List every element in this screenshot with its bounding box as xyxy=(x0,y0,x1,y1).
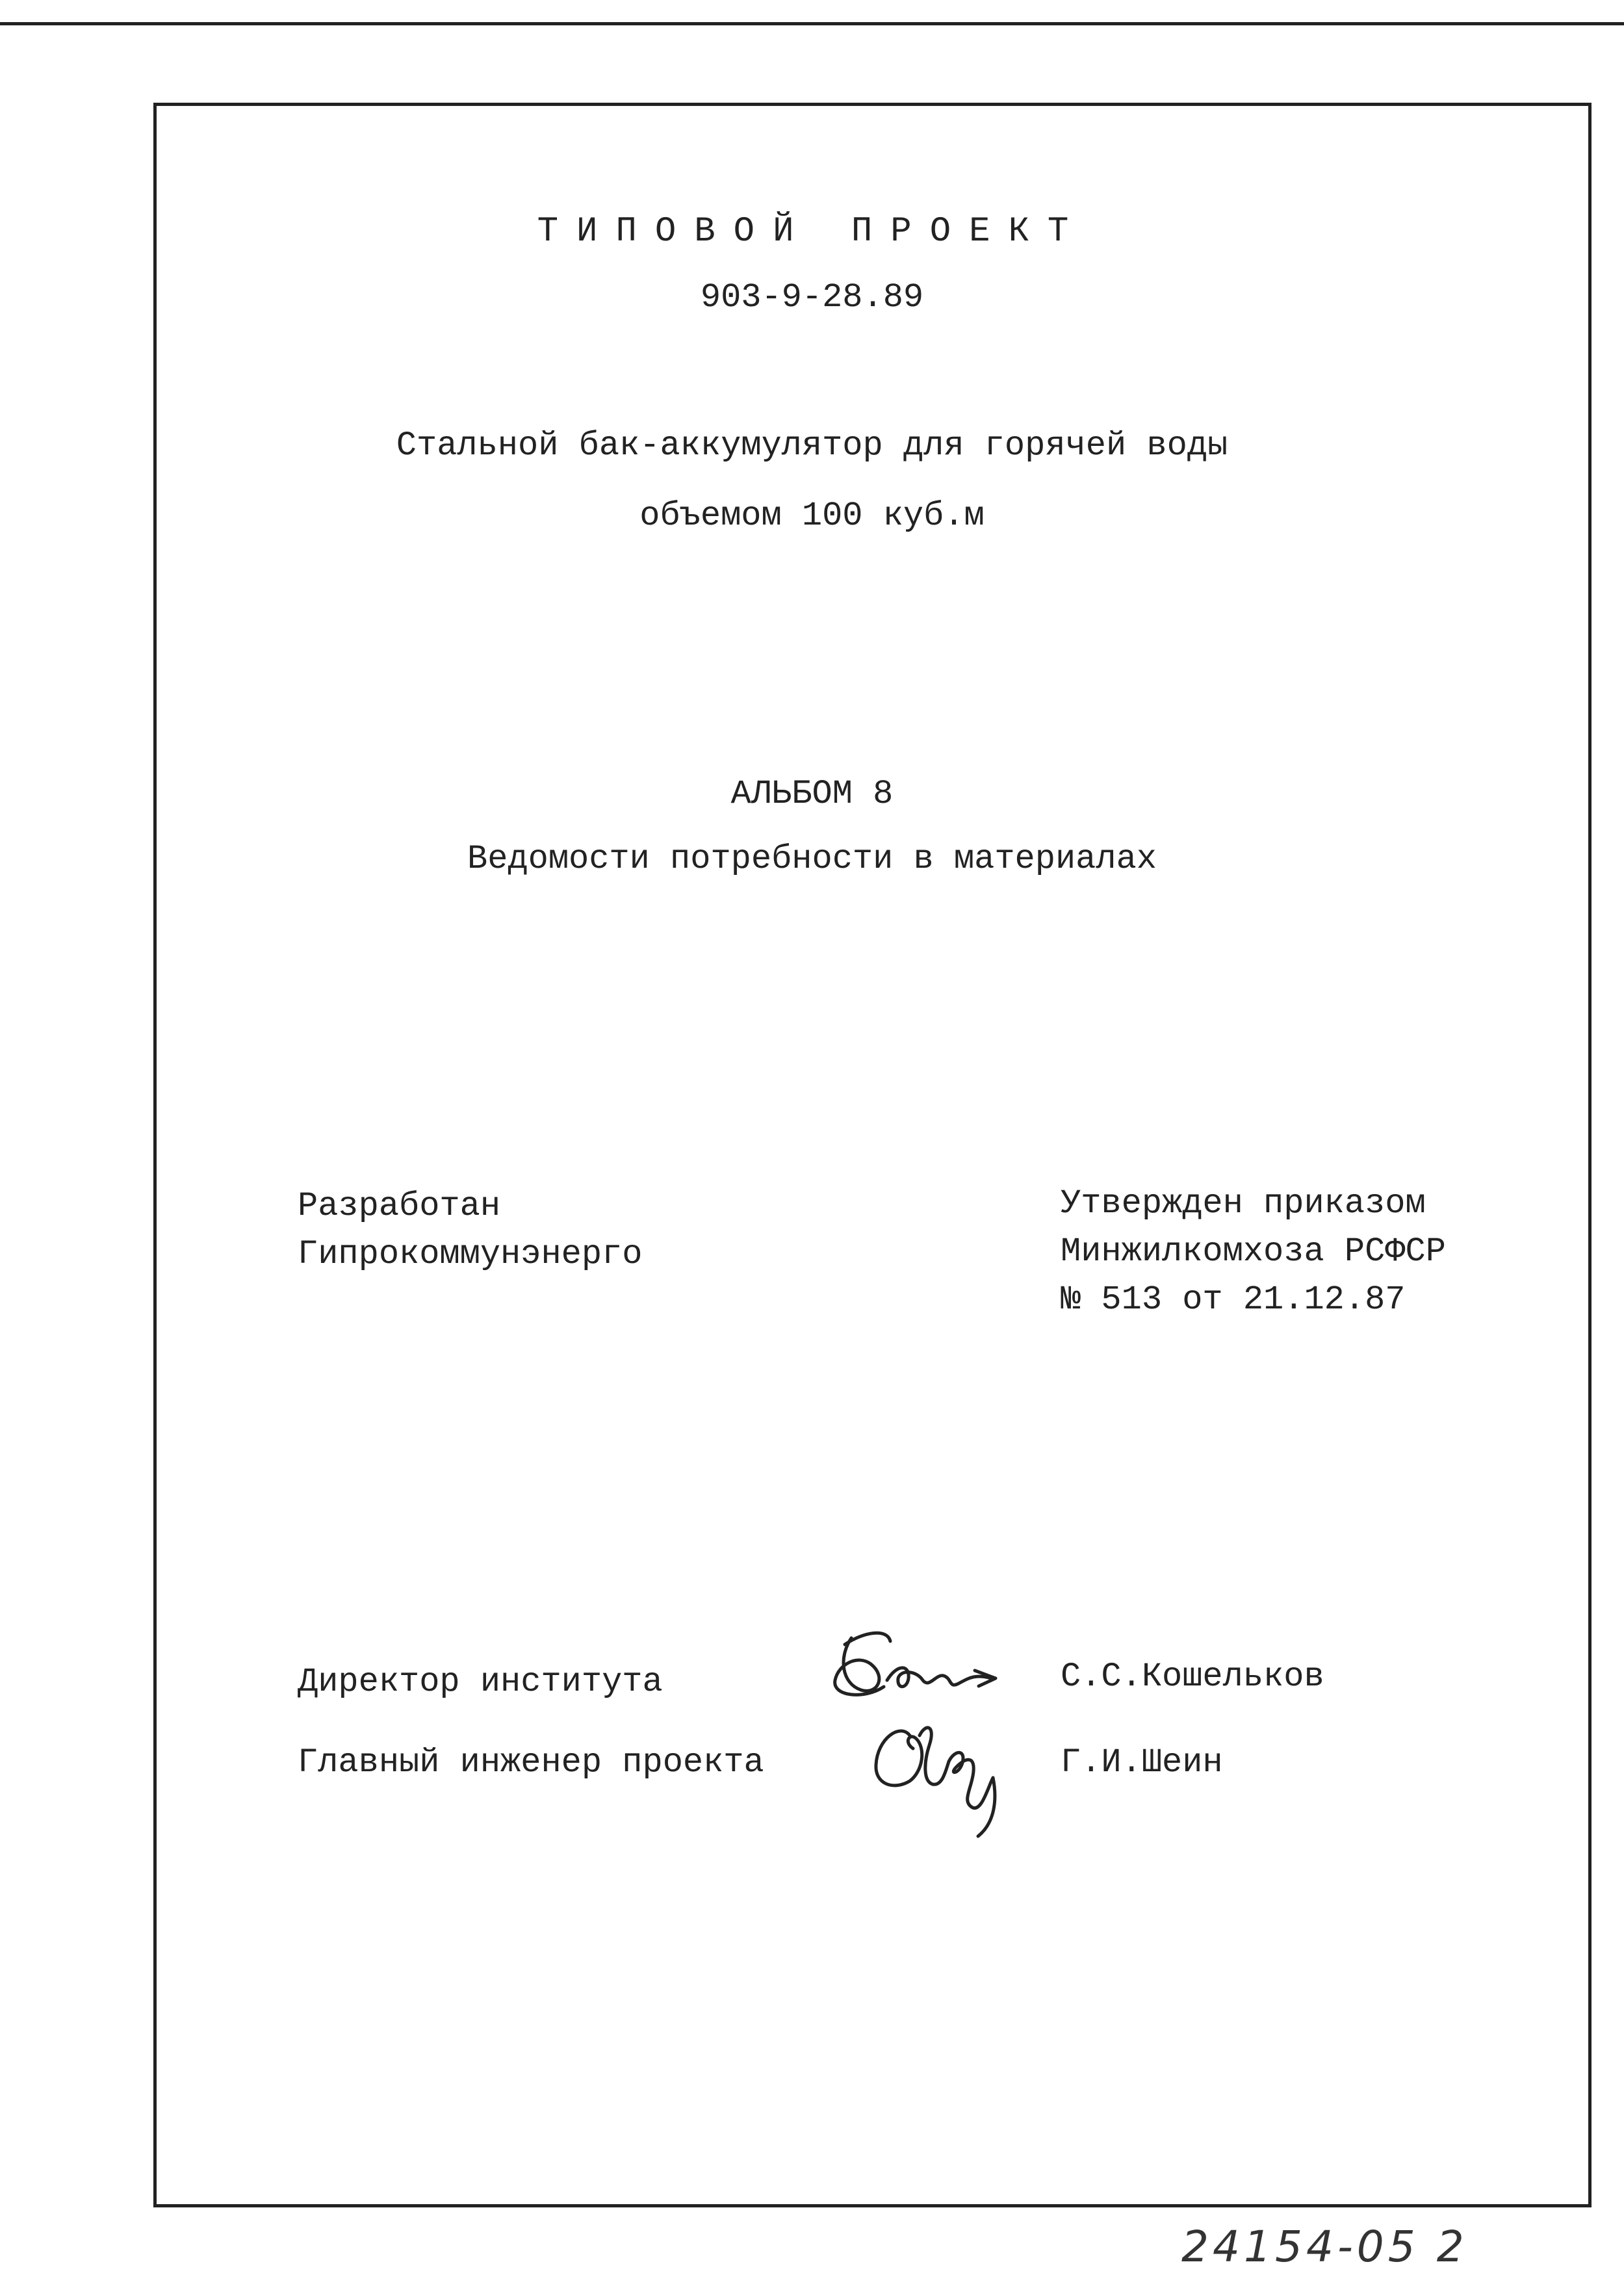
signatory-position-director: Директор института xyxy=(298,1663,663,1701)
page-frame xyxy=(153,103,1592,2207)
developer-label: Разработан xyxy=(298,1187,501,1225)
album-label: АЛЬБОМ 8 xyxy=(730,775,894,813)
chief-engineer-signature xyxy=(864,1710,1020,1846)
director-signature xyxy=(825,1618,1007,1710)
approval-line-1: Утвержден приказом xyxy=(1061,1184,1426,1223)
approval-line-3: № 513 от 21.12.87 xyxy=(1061,1280,1406,1319)
inventory-number: 24154-05 2 xyxy=(1181,2222,1468,2272)
document-title: ТИПОВОЙ ПРОЕКТ xyxy=(537,212,1087,252)
subject-line-2: объемом 100 куб.м xyxy=(639,497,985,535)
approval-line-2: Минжилкомхоза РСФСР xyxy=(1061,1232,1446,1271)
album-description: Ведомости потребности в материалах xyxy=(467,840,1157,878)
subject-line-1: Стальной бак-аккумулятор для горячей воды xyxy=(396,426,1228,465)
signatory-name-chief-engineer: Г.И.Шеин xyxy=(1061,1743,1223,1782)
project-number: 903-9-28.89 xyxy=(700,278,924,317)
signatory-name-director: С.С.Кошельков xyxy=(1061,1658,1324,1696)
developer-organization: Гипрокоммунэнерго xyxy=(298,1235,643,1273)
top-rule xyxy=(0,22,1624,25)
signatory-position-chief-engineer: Главный инженер проекта xyxy=(298,1743,764,1782)
